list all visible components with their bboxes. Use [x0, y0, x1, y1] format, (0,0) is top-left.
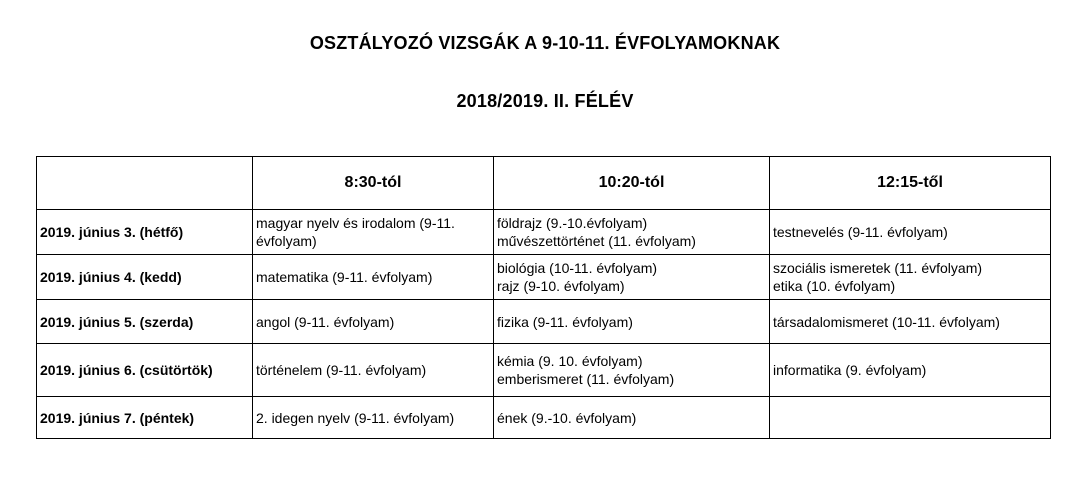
subject-line: társadalomismeret (10-11. évfolyam) — [773, 313, 1000, 330]
table-row — [37, 344, 1051, 397]
row-slot1 — [253, 210, 494, 255]
subject-line: rajz (9-10. évfolyam) — [497, 278, 625, 294]
table-row — [37, 210, 1051, 255]
subject-line: biológia (10-11. évfolyam) — [497, 260, 658, 276]
row-day: 2019. június 7. (péntek) — [37, 397, 253, 439]
table-row — [37, 300, 1051, 344]
row-slot1 — [253, 300, 494, 344]
row-slot3 — [770, 344, 1051, 397]
subject-line: ének (9.-10. évfolyam) — [497, 409, 637, 426]
row-slot3 — [770, 397, 1051, 439]
row-slot1 — [253, 344, 494, 397]
document-title: OSZTÁLYOZÓ VIZSGÁK A 9-10-11. ÉVFOLYAMOKNAK — [309, 33, 781, 53]
row-slot2 — [494, 397, 770, 439]
subject-line: kémia (9. 10. évfolyam) — [497, 353, 643, 369]
table-header-row — [37, 157, 1051, 210]
table-row — [37, 397, 1051, 439]
row-day: 2019. június 6. (csütörtök) — [37, 344, 253, 397]
subject-line: angol (9-11. évfolyam) — [256, 313, 395, 330]
row-slot1 — [253, 255, 494, 300]
row-slot3 — [770, 300, 1051, 344]
subject-line: földrajz (9.-10.évfolyam) — [497, 215, 648, 231]
header-slot-1020: 10:20-tól — [494, 157, 770, 210]
exam-schedule-table — [36, 156, 1051, 439]
row-slot2 — [494, 210, 770, 255]
row-slot2 — [494, 300, 770, 344]
row-slot3 — [770, 255, 1051, 300]
header-empty-cell — [37, 157, 253, 210]
header-slot-1215: 12:15-től — [770, 157, 1051, 210]
subject-line: magyar nyelv és irodalom (9-11. — [256, 215, 455, 231]
subject-line: évfolyam) — [256, 233, 317, 249]
subject-line: fizika (9-11. évfolyam) — [497, 313, 633, 330]
row-slot3 — [770, 210, 1051, 255]
row-day: 2019. június 4. (kedd) — [37, 255, 253, 300]
document-subtitle: 2018/2019. II. FÉLÉV — [456, 91, 634, 111]
subject-line: szociális ismeretek (11. évfolyam) — [773, 260, 983, 276]
subject-line: etika (10. évfolyam) — [773, 278, 896, 294]
subject-line: testnevelés (9-11. évfolyam) — [773, 224, 948, 240]
subject-line: művészettörténet (11. évfolyam) — [497, 233, 696, 249]
row-slot1 — [253, 397, 494, 439]
row-day: 2019. június 5. (szerda) — [37, 300, 253, 344]
subject-line: informatika (9. évfolyam) — [773, 362, 927, 378]
header-slot-0830: 8:30-tól — [253, 157, 494, 210]
subject-line: 2. idegen nyelv (9-11. évfolyam) — [256, 409, 455, 426]
row-slot2 — [494, 344, 770, 397]
subject-line: történelem (9-11. évfolyam) — [256, 362, 427, 378]
row-slot2 — [494, 255, 770, 300]
subject-line: emberismeret (11. évfolyam) — [497, 371, 675, 387]
subject-line: matematika (9-11. évfolyam) — [256, 269, 433, 285]
row-day: 2019. június 3. (hétfő) — [37, 210, 253, 255]
table-row — [37, 255, 1051, 300]
